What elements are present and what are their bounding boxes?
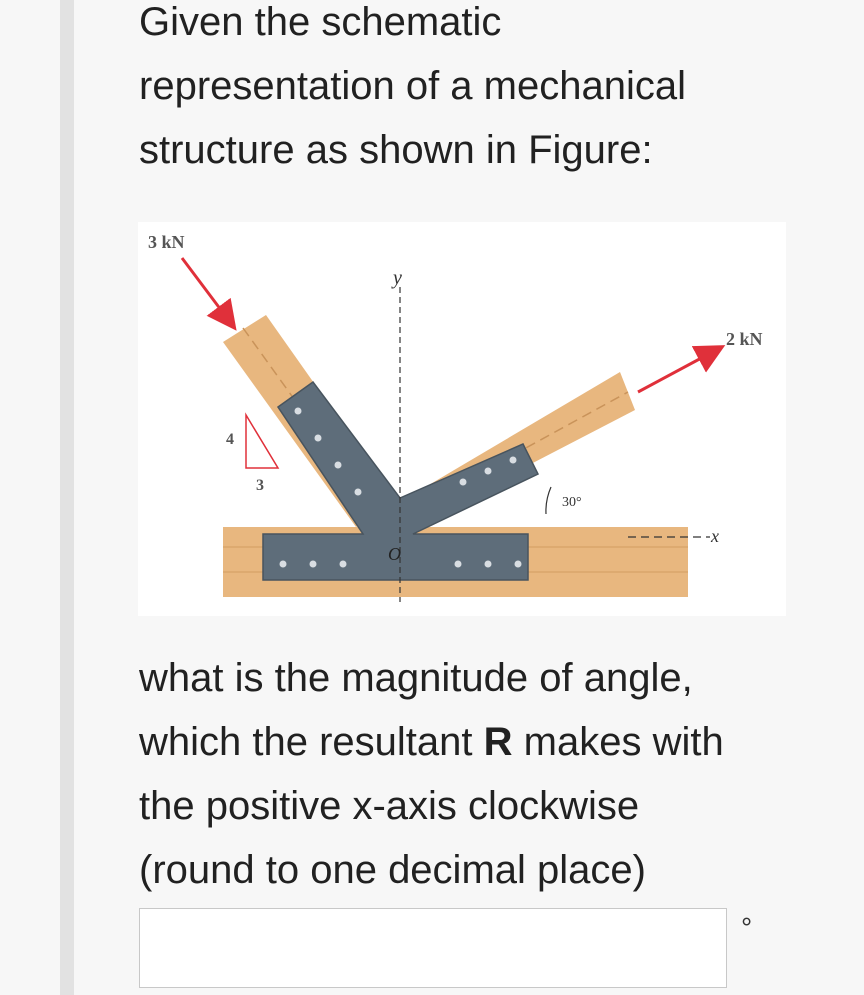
slope-horizontal-label: 3	[256, 477, 264, 494]
resultant-symbol: R	[483, 720, 513, 764]
question-line: structure as shown in Figure:	[139, 128, 653, 172]
answer-input[interactable]	[139, 908, 727, 988]
y-axis-label: y	[393, 267, 402, 289]
force-3kn-label: 3 kN	[148, 232, 185, 252]
degree-unit: °	[741, 912, 753, 943]
figure-svg	[138, 222, 786, 616]
question-line: Given the schematic	[139, 0, 502, 44]
left-margin-bar	[60, 0, 74, 995]
slope-vertical-label: 4	[226, 431, 234, 448]
question-line	[139, 710, 779, 774]
force-2kn-arrow	[638, 348, 720, 392]
question-body	[139, 646, 779, 902]
question-text: makes with	[512, 720, 724, 764]
origin-label: O	[388, 544, 401, 564]
angle-label: 30°	[562, 495, 582, 510]
question-line: (round to one decimal place)	[139, 848, 646, 892]
mechanical-structure-figure	[138, 222, 786, 616]
force-2kn-label: 2 kN	[726, 329, 763, 349]
x-axis-label: x	[711, 526, 719, 546]
question-intro	[139, 0, 779, 182]
slope-triangle	[246, 415, 278, 468]
question-line: what is the magnitude of angle,	[139, 656, 693, 700]
question-line: representation of a mechanical	[139, 64, 686, 108]
question-text: which the resultant	[139, 720, 484, 764]
angle-arc	[546, 487, 551, 514]
force-3kn-arrow	[182, 258, 233, 326]
question-line: the positive x-axis clockwise	[139, 784, 640, 828]
